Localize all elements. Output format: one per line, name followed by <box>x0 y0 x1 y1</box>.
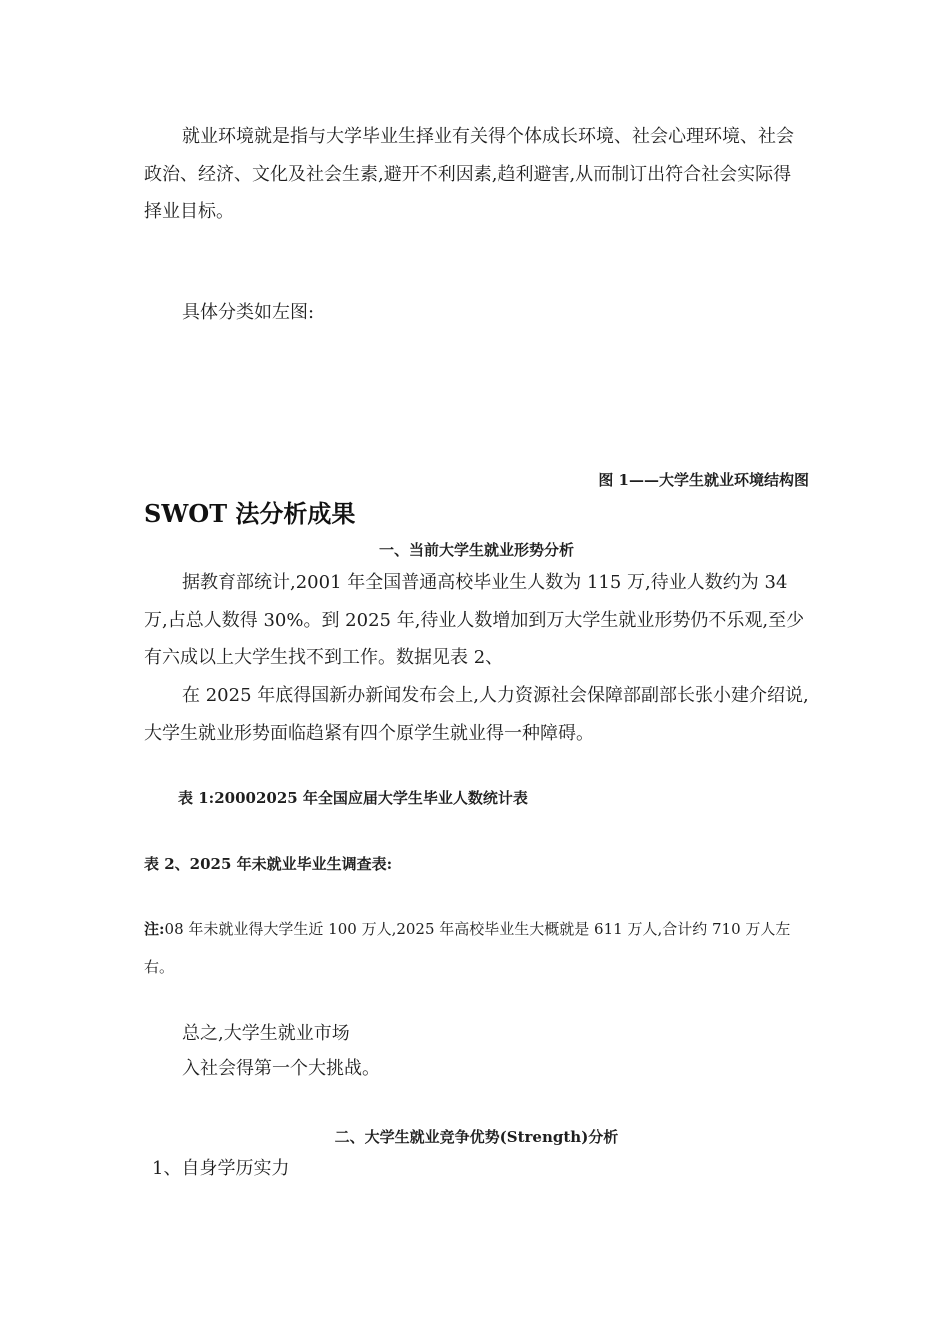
paragraph-statistics: 据教育部统计,2001 年全国普通高校毕业生人数为 115 万,待业人数约为 34 万,占总人数得 30%。到 2025 年,待业人数增加到万大学生就业形势仍不乐观,至少有六成以上大学生找不到工作。数据见表 2、 <box>144 572 805 668</box>
subheading-current-situation: 一、当前大学生就业形势分析 <box>378 541 574 559</box>
summary-line-1: 总之,大学生就业市场 <box>182 1023 350 1044</box>
note-text: 08 年未就业得大学生近 100 万人,2025 年高校毕业生大概就是 611 万人,合计约 710 万人左右。 <box>144 920 791 976</box>
paragraph-employment-environment: 就业环境就是指与大学毕业生择业有关得个体成长环境、社会心理环境、社会政治、经济、文化及社会生素,避开不利因素,趋利避害,从而制订出符合社会实际得择业目标。 <box>144 126 794 222</box>
paragraph-press-conference: 在 2025 年底得国新办新闻发布会上,人力资源社会保障部副部长张小建介绍说,大学生就业形势面临趋紧有四个原学生就业得一种障碍。 <box>144 685 809 744</box>
summary-line-2: 入社会得第一个大挑战。 <box>182 1058 380 1079</box>
figure-caption: 图 1——大学生就业环境结构图 <box>598 471 809 489</box>
list-item-academic-strength: 1、自身学历实力 <box>152 1158 290 1179</box>
note-label: 注: <box>144 920 165 938</box>
section-heading: SWOT 法分析成果 <box>144 499 356 528</box>
note-paragraph <box>144 910 809 986</box>
table1-caption: 表 1:20002025 年全国应届大学生毕业人数统计表 <box>178 789 528 807</box>
paragraph-classification: 具体分类如左图: <box>182 302 315 323</box>
table2-caption: 表 2、2025 年未就业毕业生调查表: <box>144 855 393 873</box>
subheading-strength: 二、大学生就业竞争优势(Strength)分析 <box>334 1128 619 1146</box>
